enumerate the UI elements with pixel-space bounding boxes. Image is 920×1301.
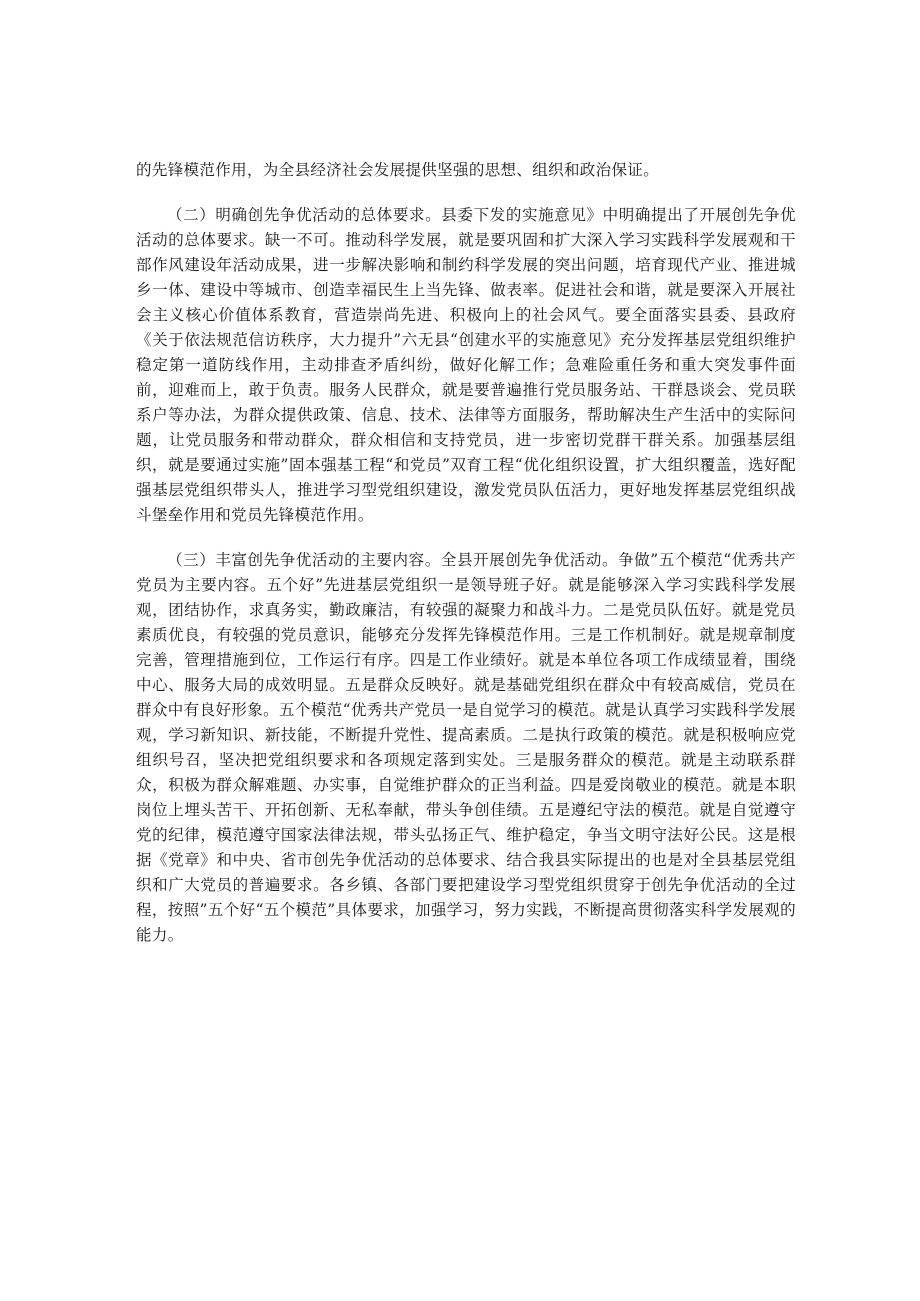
document-page — [136, 158, 796, 948]
paragraph-overall-requirements: （二）明确创先争优活动的总体要求。县委下发的实施意见》中明确提出了开展创先争优活动的总体要求。缺一不可。推动科学发展，就是要巩固和扩大深入学习实践科学发展观和干部作风建设年活动成果，进一步解决影响和制约科学发展的突出问题，培育现代产业、推进城乡一体、建设中等城市、创造幸福民生上当先锋、做表率。促进社会和谐，就是要深入开展社会主义核心价值体系教育，营造崇尚先进、积极向上的社会风气。要全面落实县委、县政府《关于依法规范信访秩序，大力提升”六无县“创建水平的实施意见》充分发挥基层党组织维护稳定第一道防线作用，主动排查矛盾纠纷，做好化解工作；急难险重任务和重大突发事件面前，迎难而上，敢于负责。服务人民群众，就是要普遍推行党员服务站、干群恳谈会、党员联系户等办法，为群众提供政策、信息、技术、法律等方面服务，帮助解决生产生活中的实际问题，让党员服务和带动群众，群众相信和支持党员，进一步密切党群干群关系。加强基层组织，就是要通过实施”固本强基工程“和党员”双育工程“优化组织设置，扩大组织覆盖，选好配强基层党组织带头人，推进学习型党组织建设，激发党员队伍活力，更好地发挥基层党组织战斗堡垒作用和党员先锋模范作用。 — [136, 206, 796, 524]
paragraph-gap — [136, 528, 796, 548]
paragraph-gap — [136, 183, 796, 203]
paragraph-main-content: （三）丰富创先争优活动的主要内容。全县开展创先争优活动。争做”五个模范“优秀共产党员为主要内容。五个好”先进基层党组织一是领导班子好。就是能够深入学习实践科学发展观，团结协作，求真务实，勤政廉洁，有较强的凝聚力和战斗力。二是党员队伍好。就是党员素质优良，有较强的党员意识，能够充分发挥先锋模范作用。三是工作机制好。就是规章制度完善，管理措施到位，工作运行有序。四是工作业绩好。就是本单位各项工作成绩显着，围绕中心、服务大局的成效明显。五是群众反映好。就是基础党组织在群众中有较高威信，党员在群众中有良好形象。五个模范“优秀共产党员一是自觉学习的模范。就是认真学习实践科学发展观，学习新知识、新技能，不断提升党性、提高素质。二是执行政策的模范。就是积极响应党组织号召，坚决把党组织要求和各项规定落到实处。三是服务群众的模范。就是主动联系群众，积极为群众解难题、办实事，自觉维护群众的正当利益。四是爱岗敬业的模范。就是本职岗位上埋头苦干、开拓创新、无私奉献，带头争创佳绩。五是遵纪守法的模范。就是自觉遵守党的纪律，模范遵守国家法律法规，带头弘扬正气、维护稳定，争当文明守法好公民。这是根据《党章》和中央、省市创先争优活动的总体要求、结合我县实际提出的也是对全县基层党组织和广大党员的普遍要求。各乡镇、各部门要把建设学习型党组织贯穿于创先争优活动的全过程，按照”五个好“五个模范”具体要求，加强学习，努力实践，不断提高贯彻落实科学发展观的能力。 — [136, 551, 796, 944]
paragraph-continuation: 的先锋模范作用，为全县经济社会发展提供坚强的思想、组织和政治保证。 — [136, 161, 660, 179]
